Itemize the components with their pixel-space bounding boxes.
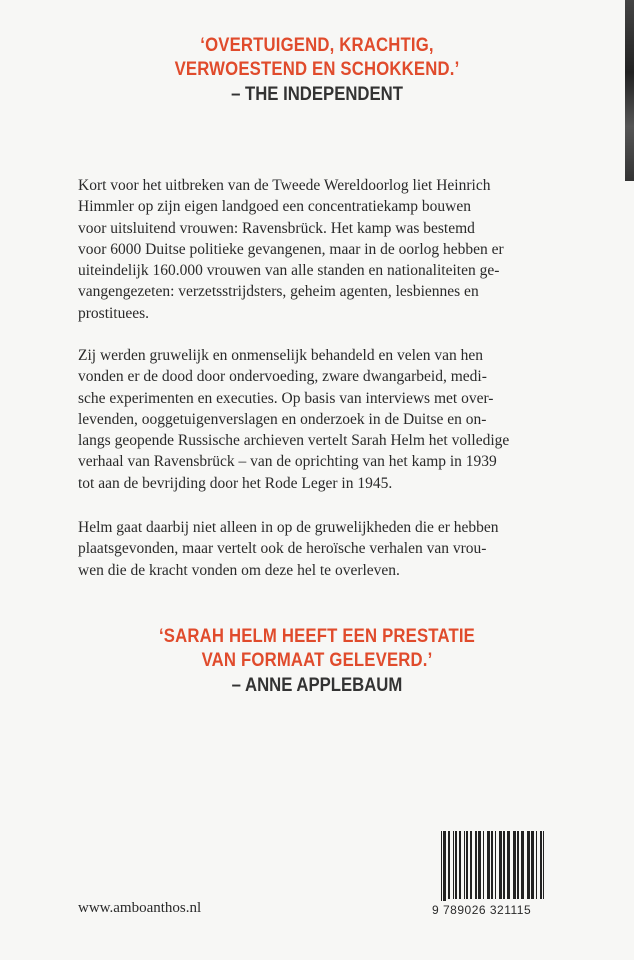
barcode-bar	[475, 831, 477, 899]
barcode-bar	[517, 831, 519, 899]
blurb-line: prostituees.	[78, 304, 150, 322]
barcode-bar	[521, 831, 524, 899]
barcode-bar	[487, 831, 490, 899]
review-quote-independent	[0, 34, 634, 108]
barcode-bar	[448, 831, 450, 899]
blurb-line: voor 6000 Duitse politieke gevangenen, maar in de oorlog hebben er	[78, 240, 504, 258]
review-quote-applebaum	[0, 625, 634, 699]
barcode-bar	[459, 831, 461, 899]
barcode-bar	[495, 831, 496, 899]
quote-line: ‘OVERTUIGEND, KRACHTIG,	[200, 35, 434, 56]
barcode-bar	[543, 831, 544, 899]
blurb-line: Kort voor het uitbreken van de Tweede Wereldoorlog liet Heinrich	[78, 177, 491, 194]
blurb-line: uiteindelijk 160.000 vrouwen van alle standen en nationaliteiten ge-	[78, 262, 500, 280]
barcode-bar	[443, 831, 446, 901]
blurb-line: tot aan de bevrijding door het Rode Leger in 1945.	[78, 474, 393, 492]
quote-source: – THE INDEPENDENT	[231, 84, 403, 105]
barcode-bar	[464, 831, 465, 899]
blurb-line: langs geopende Russische archieven vertelt Sarah Helm het volledige	[78, 432, 510, 450]
blurb-line: Himmler op zijn eigen landgoed een concentratiekamp bouwen	[78, 198, 471, 216]
quote-line: ‘SARAH HELM HEEFT EEN PRESTATIE	[158, 626, 476, 647]
isbn-number: 9 789026 321115	[432, 903, 532, 917]
blurb-line: Zij werden gruwelijk en onmenselijk behandeld en velen van hen	[78, 347, 484, 364]
blurb-line: sche experimenten en executies. Op basis van interviews met over-	[78, 389, 494, 407]
blurb-line: levenden, ooggetuigenverslagen en onderzoek in de Duitse en on-	[78, 410, 487, 428]
barcode-bar	[531, 831, 534, 899]
barcode-bar	[483, 831, 484, 899]
barcode-bar	[503, 831, 505, 899]
blurb-line: verhaal van Ravensbrück – van de oprichting van het kamp in 1939	[78, 453, 497, 471]
blurb-line: plaatsgevonden, maar vertelt ook de heroïsche verhalen van vrou-	[78, 540, 487, 558]
blurb-paragraph-2	[78, 345, 568, 494]
quote-line: VERWOESTEND EN SCHOKKEND.’	[174, 59, 460, 80]
barcode-bar	[453, 831, 454, 899]
barcode-bar	[507, 831, 510, 899]
blurb-paragraph-1	[78, 175, 568, 324]
barcode-bar	[540, 831, 542, 899]
blurb-line: vonden er de dood door ondervoeding, zware dwangarbeid, medi-	[78, 368, 487, 386]
blurb-paragraph-3	[78, 517, 568, 581]
barcode-bar	[491, 831, 493, 899]
barcode-icon	[441, 831, 545, 901]
barcode-bar	[499, 831, 502, 899]
publisher-website: www.amboanthos.nl	[78, 900, 202, 916]
barcode-bar	[441, 831, 442, 901]
quote-line: VAN FORMAAT GELEVERD.’	[201, 650, 433, 671]
barcode-bar	[527, 831, 530, 899]
barcode-bar	[536, 831, 537, 899]
barcode-bar	[466, 831, 468, 899]
blurb-line: wen die de kracht vonden om deze hel te overleven.	[78, 561, 400, 579]
barcode-bar	[478, 831, 481, 899]
blurb-line: Helm gaat daarbij niet alleen in op de gruwelijkheden die er hebben	[78, 519, 499, 536]
barcode-bar	[513, 831, 516, 899]
blurb-line: voor uitsluitend vrouwen: Ravensbrück. Het kamp was bestemd	[78, 219, 475, 237]
quote-source: – ANNE APPLEBAUM	[231, 675, 403, 696]
barcode-bar	[455, 831, 457, 899]
barcode-bar	[470, 831, 472, 899]
blurb-line: vangengezeten: verzetsstrijdsters, geheim agenten, lesbiennes en	[78, 283, 479, 301]
